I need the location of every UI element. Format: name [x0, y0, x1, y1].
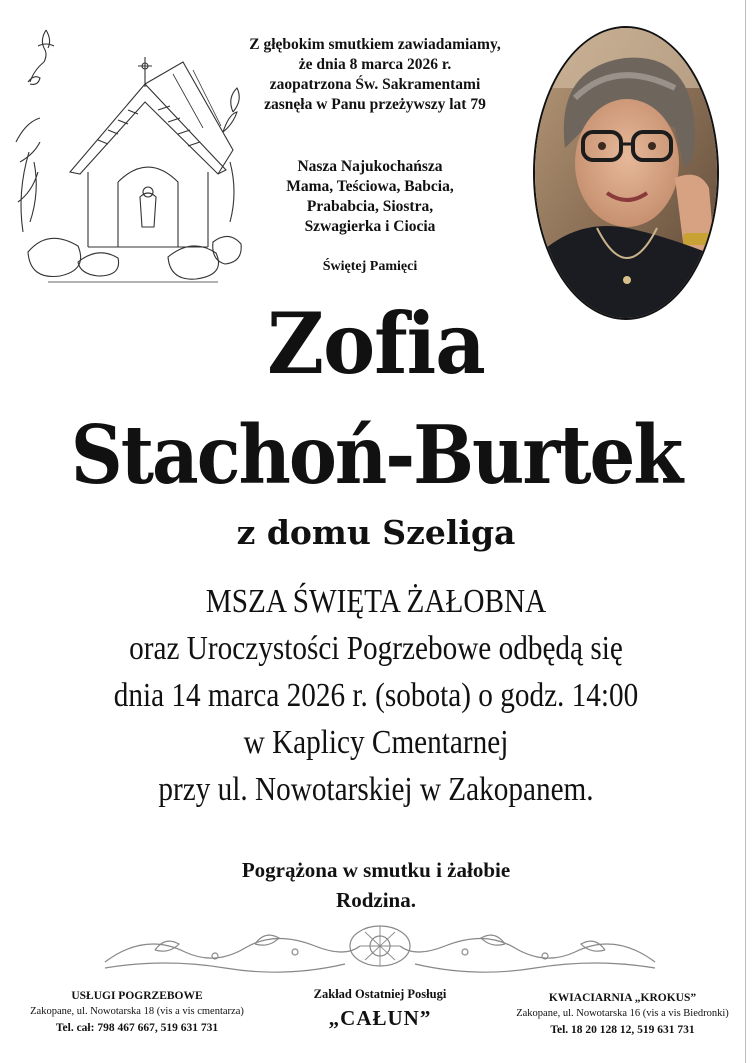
florist-phone: Tel. 18 20 128 12, 519 631 731: [550, 1024, 695, 1036]
mass-information: [0, 578, 752, 813]
florist-info: [510, 990, 735, 1039]
mass-line: dnia 14 marca 2026 r. (sobota) o godz. 14:00: [113, 677, 639, 714]
family-line: Nasza Najukochańsza: [297, 158, 443, 175]
florist-title: KWIACIARNIA „KROKUS”: [548, 992, 697, 1004]
family-line: Szwagierka i Ciocia: [304, 218, 436, 235]
mass-line: w Kaplicy Cmentarnej: [243, 724, 509, 761]
mass-line: przy ul. Nowotarskiej w Zakopanem.: [158, 771, 594, 808]
mass-line: MSZA ŚWIĘTA ŻAŁOBNA: [205, 583, 547, 620]
announcement-line: Z głębokim smutkiem zawiadamiamy,: [249, 36, 501, 53]
family-line: Mama, Teściowa, Babcia,: [286, 178, 454, 195]
portrait-photo: [533, 26, 719, 320]
memory-label: Świętej Pamięci: [322, 259, 418, 274]
family-line: Prababcia, Siostra,: [306, 198, 434, 215]
funeral-services-title: USŁUGI POGRZEBOWE: [71, 990, 203, 1002]
funeral-home-name: „CAŁUN”: [328, 1006, 432, 1030]
deceased-first-name: Zofia: [267, 295, 485, 394]
announcement-text: [205, 35, 545, 115]
announcement-line: zasnęła w Panu przeżywszy lat 79: [264, 96, 486, 113]
family-roles: [255, 157, 485, 237]
funeral-home-title: Zakład Ostatniej Posługi: [313, 987, 447, 1001]
funeral-home-info: [290, 985, 470, 1033]
mass-line: oraz Uroczystości Pogrzebowe odbędą się: [129, 630, 623, 667]
funeral-services-address: Zakopane, ul. Nowotarska 18 (vis a vis cmentarza): [30, 1006, 244, 1017]
floral-ornament-icon: [95, 922, 665, 980]
funeral-services-phone: Tel. cał: 798 467 667, 519 631 731: [55, 1022, 219, 1034]
mourning-line: Pogrążona w smutku i żałobie: [241, 858, 511, 882]
family-signature: Rodzina.: [336, 888, 416, 912]
maiden-name: z domu Szeliga: [236, 513, 516, 552]
florist-address: Zakopane, ul. Nowotarska 16 (vis a vis Biedronki): [516, 1008, 729, 1019]
announcement-line: zaopatrzona Św. Sakramentami: [269, 76, 481, 93]
funeral-services-info: [22, 988, 252, 1037]
announcement-line: że dnia 8 marca 2026 r.: [298, 56, 452, 73]
deceased-last-name: Stachoń-Burtek: [70, 406, 682, 503]
mourning-note: [0, 855, 752, 915]
